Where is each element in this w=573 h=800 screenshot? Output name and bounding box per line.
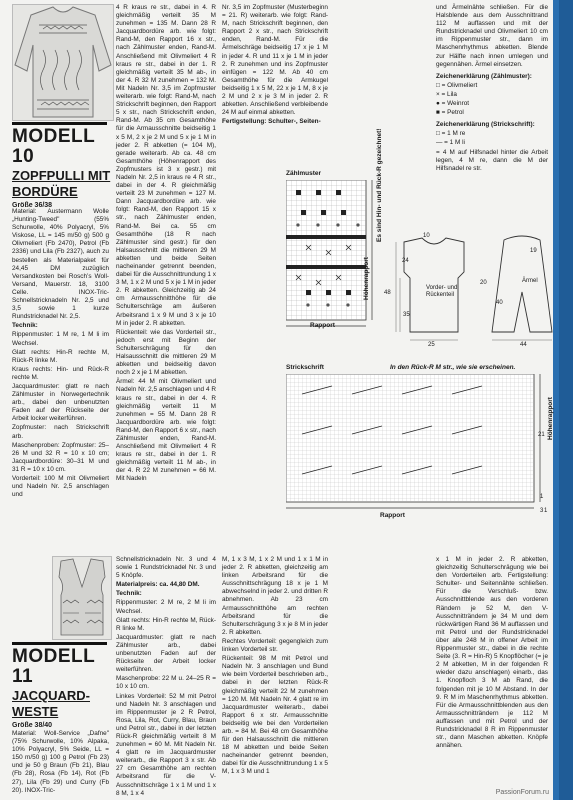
m11-preis: Materialpreis: ca. 44,80 DM. xyxy=(116,581,200,589)
m11-material: Material: Woll-Service „Dafne" (75% Schurwolle, 10% Alpaka, 10% Polyacryl, 5% Seide, LL = 150 m/50 g) 100 g Petrol (Fb 23) und je 50 g Braun (Fb 21), Blau (Fb 28), Rosa (Fb 14), Rot (Fb 27), Lila (Fb 29) und Curry (Fb 20). INOX-Tric- xyxy=(12,730,109,794)
m10-col4-text: und Ärmelnähte schließen. Für die Halsblende aus dem Ausschnittrand 112 M auffassen und mit der Rundstricknadel und Olivmeliert 10 cm im Rippenmuster str., dann im Maschenrhythmus abketten. Blende zur Hälfte nach innen umlegen und gegennähen. Ärmel einsetzen. xyxy=(436,4,548,68)
m10-material: Material: Austermann Wolle „Hunting-Tweed" (55% Schurwolle, 40% Polyacryl, 5% Viskose, LL = 145 m/50 g) 500 g Olivmeliert (Fb 2470), Petrol (Fb 2336) und Lila (Fb 2327), auch zu bestellen als Materialpaket für 24,45 DM zuzüglich Versandkosten bei Rosch’s Woll-Versand, Mauerstr. 18, 3100 Celle. INOX-Tric-Schnellstricknadeln Nr. 2,5 und 3,5 sowie 1 kurze Rundstricknadel Nr. 2,5. xyxy=(12,208,109,321)
m10-fertigstellung: Fertigstellung: Schulter-, Seiten- xyxy=(222,118,321,126)
strickschrift-rapport: Rapport xyxy=(380,512,405,519)
model11-name-2: WESTE xyxy=(12,704,59,719)
m10-zopf: Zopfmuster: nach Strickschrift arb. xyxy=(12,424,109,440)
m11-col4-text: x 1 M in jeder 2. R abketten, gleichzeitig Schulterschrägung wie bei den Vorderteilen arb. Fertigstellung: Schulter- und Seitennähte schließen. Für die Verschluß- bzw. Ausschnittblende aus den vorderen Rändern je 52 M, den V-Ausschnitträndern je 34 M und dem rückwärtigen Rand 36 M auffassen und mit Petrol und der Rundstricknadel über alle 248 M in offener Arbeit im Rippenmuster str., dabei in die rechte Seite (3. R = Hin-R) 5 Knopflöcher (= je 2 M abketten, M in der folgenden R wieder dazu anschlagen) einarb., das 1. Knopfloch 3 M ab Rand, die folgenden mit je 10 M Abstand. In der 9. R M im Maschenrhythmus abketten. Für die Armausschnittblenden aus den Armausschnitträndern je 112 M auffassen und mit Petrol und der Rundstricknadel 8 R im Rippenmuster str., dann Maschen abketten. Knöpfe annähen. xyxy=(436,556,548,750)
m10-aermel: Ärmel: 44 M mit Olivmeliert und Nadeln Nr. 2,5 anschlagen und 4 R kraus re str., dabei in der 4. R gleichmäßig verteilt 11 M zunehmen = 55 M. Dann 28 R Jacquardbordüre arb. wie folgt: Rand-M, den Rapport 6 x str., nach Zählmuster enden, Rand-M. Anschließend mit Olivmeliert 4 R kraus re str., dabei in der 1. R gleichmäßig verteilt 11 M ab-, in der 4. R 22 M zunehmen = 66 M. Mit Nadeln xyxy=(116,378,216,483)
model10-size: Größe 36/38 xyxy=(12,202,53,209)
model11-size: Größe 38/40 xyxy=(12,722,53,729)
schematic-dim-a: 20 xyxy=(480,280,487,286)
m11-technik: Technik: xyxy=(116,590,142,598)
m10-technik: Technik: xyxy=(12,322,38,330)
legend-petrol: ■ = Petrol xyxy=(436,109,464,117)
strickschrift-row1b: 1 xyxy=(544,508,548,514)
model11-col4 xyxy=(436,556,548,751)
strickschrift-label: Strickschrift xyxy=(286,364,324,371)
zaehlmuster-rapport: Rapport xyxy=(310,322,335,329)
strickschrift-hoehen: Höhenrapport xyxy=(547,397,554,440)
m10-glatt: Glatt rechts: Hin-R rechte M, Rück-R linke M. xyxy=(12,348,109,364)
model10-title-block xyxy=(12,127,112,209)
m11-links: Linkes Vorderteil: 52 M mit Petrol und Nadeln Nr. 3 anschlagen und im Rippenmuster je 2 R Petrol, Rosa, Lila, Rot, Curry, Blau, Braun und Petrol str., dabei in der letzten Rück-R gleichmäßig verteilt 8 M zunehmen = 60 M. Mit Nadeln Nr. 4 glatt re im Jacquardmuster weiterarb., die Rapport 3 x str. Ab 27 cm Gesamthöhe am rechten Arbeitsrand für die V-Ausschnittschräge 1 x 1 M und 1 x 8 M, 1 x 4 xyxy=(116,692,216,797)
m11-jacquard: Jacquardmuster: glatt re nach Zählmuster arb., dabei unbenutzten Faden auf der Rückseite der Arbeit locker weiterführen. xyxy=(116,633,216,674)
zaehlmuster-hoehen: Höhenrapport xyxy=(363,257,370,300)
legend-lila: × = Lila xyxy=(436,90,457,98)
schematic-dim-left: 48 xyxy=(384,290,391,296)
strickschrift-row1: 1 xyxy=(540,494,544,500)
page-edge-spine xyxy=(553,0,573,800)
model10-col4 xyxy=(436,4,548,174)
m10-col3-text: Nr. 3,5 im Zopfmuster (Musterbeginn = 21. R) weiterarb. wie folgt: Rand-M, nach Strickschrift beginnen, den Rapport 2 x str., nach Strickschrift enden, Rand-M. Für die Ärmelschräge beidseitig 17 x je 1 M in jeder 4. R und 11 x je 1 M in jeder 2. R zunehmen und ins Zopfmuster einfügen = 122 M. Ab 40 cm Gesamthöhe für die Armkugel beidseitig 1 x 5 M, 22 x je 1 M, 8 x je 2 M und 2 x je 3 M in jeder 2. R abketten. Anschließend verbleibende 24 M auf einmal abketten. xyxy=(222,4,328,117)
model10-number: MODELL 10 xyxy=(12,126,95,167)
watermark: PassionForum.ru xyxy=(495,789,549,796)
legend-olive: □ = Olivmeliert xyxy=(436,81,478,89)
zaehlmuster-label: Zählmuster xyxy=(286,170,322,177)
schematic-front-label: Vorder- und Rückenteil xyxy=(426,285,458,298)
model10-name-1: ZOPFPULLI MIT xyxy=(12,168,111,183)
model10-col1 xyxy=(12,208,109,500)
schematic-dim-c: 19 xyxy=(530,248,537,254)
model11-col1 xyxy=(12,730,109,796)
model11-col3 xyxy=(222,556,328,778)
model10-name-2: BORDÜRE xyxy=(12,184,78,199)
title-rule-2 xyxy=(12,642,107,645)
model11-name-1: JACQUARD- xyxy=(12,688,90,703)
m10-rueckenteil: Rückenteil: wie das Vorderteil str., jedoch erst mit Beginn der Schulterschrägung für den Halsausschnitt die mittleren 29 M abketten und beidseitig davon noch 2 x je 1 M abketten. xyxy=(116,328,216,377)
m11-rippen: Rippenmuster: 2 M re, 2 M li im Wechsel. xyxy=(116,599,216,615)
m10-jacquard: Jacquardmuster: glatt re nach Zählmuster in Norwegertechnik arb., dabei den unbenutzten Faden auf der Rückseite der Arbeit locker weiterführen. xyxy=(12,382,109,423)
model11-title-block xyxy=(12,647,112,729)
legend-weinrot: ● = Weinrot xyxy=(436,100,470,108)
schematic-dim-left2: 35 xyxy=(403,312,410,318)
strickschrift-chart xyxy=(286,374,548,519)
m10-col2-text: 4 R kraus re str., dabei in 4. R gleichmäßig verteilt 35 M zunehmen = 135 M. Dann 28 R Jacquardbordüre arb. wie folgt: Rand-M, den Rapport 16 x str., nach Zählmuster enden, Rand-M. Anschließend mit Olivmeliert 4 R kraus re str., dabei in der 1. R gleichmäßig verteilt 35 M ab-, in der 4. R 32 M zunehmen = 132 M. Mit Nadeln Nr. 3,5 im Zopfmuster weiterarb. wie folgt: Rand-M, nach Strickschrift beginnen, den Rapport 5 x str., nach Strickschrift enden, Rand-M. Ab 35 cm Gesamthöhe für die Armausschnitte beidseitig 1 x 5 M, 2 x je 2 M und 5 x je 1 M in jeder 2. R abketten (= 104 M), gerade weiterarb. Ab ca. 48 cm Gesamthöhe (Höhenrapport des Zopfmusters ist 3 x gestr.) mit Nadeln Nr. 2,5 in kraus re 4 R str., dabei in der 4. R gleichmäßig verteilt 23 M zunehmen = 127 M. Dann Jacquardbordüre arb. wie folgt: Rand-M, den Rapport 15 x str., nach Zählmuster enden, Rand-M. Bei ca. 55 cm Gesamthöhe (18 R nach Zählmuster sind gestr.) für den Halsausschnitt die mittleren 29 M abketten und beide Seiten nacheinander getrennt beenden, dabei für die Ausschnittrundung 1 x 3 M, 1 x 2 M und 5 x je 1 M in jeder 2. R abketten. Gleichzeitig ab 24 cm Armausschnitthöhe für die Schulterschräge am äußeren Arbeitsrand 1 x 9 M und 3 x je 10 M in jeder 2. R abketten. xyxy=(116,4,216,327)
sweater-photo xyxy=(12,4,114,121)
legend-title: Zeichenerklärung (Zählmuster): xyxy=(436,72,532,80)
schematic-dim-top: 10 xyxy=(423,233,430,239)
m11-rechtes: Rechtes Vorderteil: gegengleich zum linken Vorderteil str. xyxy=(222,637,328,654)
strickschrift-row3: 3 xyxy=(540,508,544,514)
title-rule xyxy=(12,122,107,125)
m11-ruecken: Rückenteil: 98 M mit Petrol und Nadeln Nr. 3 anschlagen und Bund wie beim Vorderteil beschrieben arb., dabei in der letzten Rück-R gleichmäßig verteilt 22 M zunehmen = 120 M. Mit Nadeln Nr. 4 glatt re im Jacquardmuster weiterarb., dabei Rapport 6 x str. Armausschnitte beidseitig wie bei den Vorderteilen arb. = 84 M. Bei 48 cm Gesamthöhe für den Halsausschnitt die mittleren 18 M abketten und beide Seiten nacheinander getrennt beenden, dabei für die Ausschnittrundung 1 x 5 M, 1 x 3 M und 1 xyxy=(222,655,328,776)
m10-maschenproben: Maschenproben: Zopfmuster: 25–26 M und 32 R = 10 x 10 cm; Jacquardbordüre: 30–31 M und 31 R = 10 x 10 cm. xyxy=(12,441,109,473)
model11-number: MODELL 11 xyxy=(12,646,95,687)
model10-col2 xyxy=(116,4,216,485)
zaehlmuster-note: Es sind Hin- und Rück-R gezeichnet! xyxy=(376,128,383,242)
m10-vorderteil: Vorderteil: 100 M mit Olivmeliert und Nadeln Nr. 2,5 anschlagen und xyxy=(12,475,109,499)
schematic-dim-side: 24 xyxy=(402,258,409,264)
legend2-re: □ = 1 M re xyxy=(436,130,466,138)
m11-col3-text: M, 1 x 3 M, 1 x 2 M und 1 x 1 M in jeder 2. R abketten, gleichzeitig am linken Arbeitsrand für die Ausschnittschrägung 18 x je 1 M abwechselnd in jeder 2. und dritten R abnehmen. Ab 23 cm Armausschnitthöhe am rechten Arbeitsrand für die Schulterschrägung 3 x je 8 M in jeder 2. R abketten. xyxy=(222,556,328,636)
strickschrift-note: In den Rück-R M str., wie sie erscheinen. xyxy=(390,364,516,371)
model10-col3 xyxy=(222,4,328,127)
m11-probe: Maschenprobe: 22 M u. 24–25 R = 10 x 10 cm. xyxy=(116,675,216,691)
m10-rippen: Rippenmuster: 1 M re, 1 M li im Wechsel. xyxy=(12,331,109,347)
strickschrift-row21: 21 xyxy=(538,432,545,438)
legend2-li: — = 1 M li xyxy=(436,139,465,147)
schematic-dim-bottom2: 44 xyxy=(520,342,527,348)
m10-kraus: Kraus rechts: Hin- und Rück-R rechte M. xyxy=(12,365,109,381)
model11-col2 xyxy=(116,556,216,799)
schematic-dim-bottom: 25 xyxy=(428,342,435,348)
legend2-title: Zeichenerklärung (Strickschrift): xyxy=(436,121,535,129)
legend2-cable: = 4 M auf Hilfsnadel hinter die Arbeit legen, 4 M re, dann die M der Hilfsnadel re str. xyxy=(436,148,548,172)
m11-glatt: Glatt rechts: Hin-R rechte M, Rück-R linke M. xyxy=(116,616,216,632)
schematic-dim-b: 40 xyxy=(496,300,503,306)
vest-photo xyxy=(52,556,112,640)
m11-col2-text: Schnellstricknadeln Nr. 3 und 4 sowie 1 Rundstricknadel Nr. 3 und 5 Knöpfe. xyxy=(116,556,216,580)
schematic-sleeve-label: Ärmel xyxy=(522,278,538,284)
